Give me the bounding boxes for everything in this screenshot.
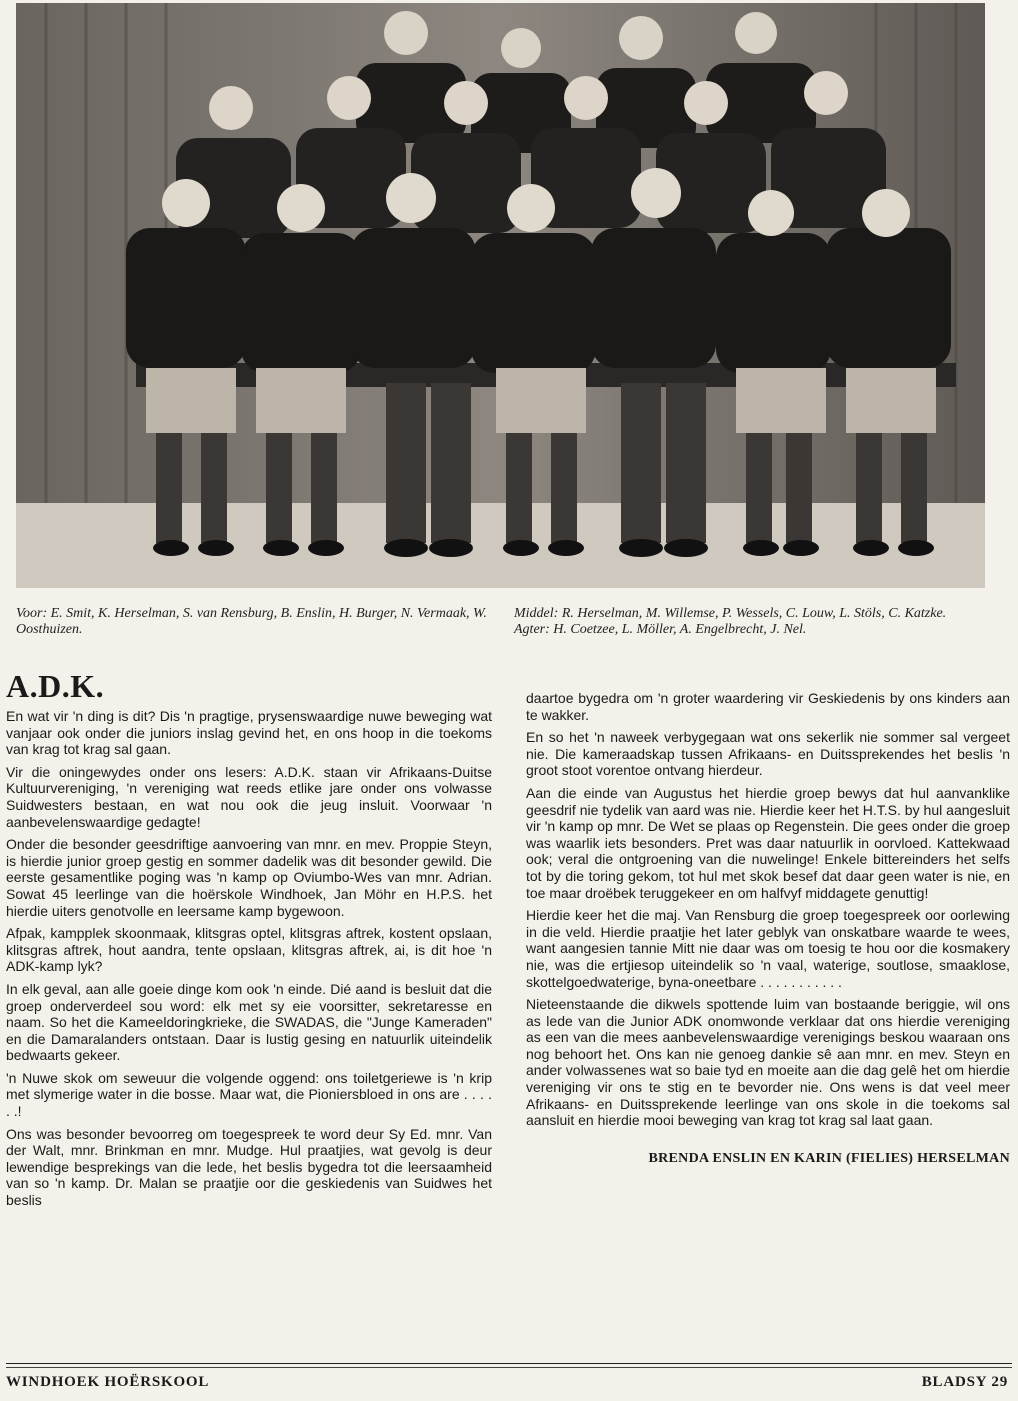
- paragraph: daartoe bygedra om 'n groter waardering vir Geskiedenis by ons kinders aan te wakker.: [526, 690, 1010, 723]
- footer-rule: [6, 1363, 1012, 1364]
- article-column-left: [6, 668, 492, 1215]
- paragraph: Afpak, kampplek skoonmaak, klitsgras optel, klitsgras aftrek, kostent opslaan, klitsgras aftrek, hout aandra, tente opslaan, klitsgras aftrek, ai, is dit hoe 'n ADK-kamp lyk?: [6, 925, 492, 975]
- paragraph: Vir die oningewydes onder ons lesers: A.D.K. staan vir Afrikaans-Duitse Kultuurvereniging, 'n vereniging wat reeds etlike jare onder ons volwasse Suidwesters bestaan, en wat nou ook die jeug insluit. Voorwaar 'n aanbevelenswaardige gedagte!: [6, 763, 492, 830]
- article-column-right: [526, 690, 1010, 1173]
- paragraph: 'n Nuwe skok om seweuur die volgende oggend: ons toiletgeriewe is 'n krip met slymerige water in die bosse. Maar wat, die Pioniersbloed in ons are . . . . . .!: [6, 1069, 492, 1120]
- paragraph: Nieteenstaande die dikwels spottende luim van bostaande beriggie, wil ons as lede van die Junior ADK onomwonde verklaar dat ons hierdie vereniging as een van die mees aanbevelenswaardige verenigings beskou waaraan ons nog behoort het. Ons kan nie genoeg dankie sê aan mnr. en mev. Steyn en ander volwassenes wat so baie tyd en moeite aan die dag gelê het om hierdie vereniging vir ons te stig en te bevorder nie. Ons wens is dat veel meer Afrikaans- en Duitssprekende leerlinge van ons skole in die toekoms sal aansluit en hierdie mooi beweging van krag tot krag sal laat gaan.: [526, 996, 1010, 1129]
- footer-page-number: BLADSY 29: [921, 1374, 1008, 1390]
- article-title: A.D.K.: [6, 668, 105, 704]
- paragraph: In elk geval, aan alle goeie dinge kom ook 'n einde. Dié aand is besluit dat die groep onderverdeel sou word: elk met sy eie voorsitter, sekretaresse en naam. So het die Kameeldoringkriekе, die SWADAS, die "Junge Kameraden" en die Damaralanders ontstaan. Daar is lustig gesing en natuurlik uiteindelik bedwaarts gekeer.: [6, 980, 492, 1064]
- paragraph: Onder die besonder geesdriftige aanvoering van mnr. en mev. Proppie Steyn, is hierdie junior groep gestig en sommer dadelik was dit besonder gewild. Die eerste gesamentlike poging was 'n kamp op Oviumbo-Wes van mnr. Adrian. Sowat 45 leerlinge van die hoërskole Windhoek, Jan Möhr en H.P.S. het hierdie uiters genotvolle en leersame kamp bygewoon.: [6, 836, 492, 919]
- article-author: BRENDA ENSLIN EN KARIN (FIELIES) HERSELMAN: [648, 1150, 1010, 1166]
- paragraph: En wat vir 'n ding is dit? Dis 'n pragtige, prysenswaardige nuwe beweging wat vanjaar ook onder die juniors inslag gevind het, en ons hoop in die toekoms van krag tot krag sal gaan.: [6, 708, 492, 758]
- page-footer: [6, 1374, 1008, 1396]
- paragraph: Ons was besonder bevoorreg om toegespreek te word deur Sy Ed. mnr. Van der Walt, mnr. Brinkman en mnr. Mudge. Hul praatjies, wat gevolg is deur lewendige besprekings van die lede, het beslis bygedra tot die leersaamheid van so 'n kamp. Dr. Malan se praatjie oor die geskiedenis van Suidwes het beslis: [6, 1125, 492, 1209]
- caption-front-row: Voor: E. Smit, K. Herselman, S. van Rensburg, B. Enslin, H. Burger, N. Vermaak, W. Oosthuizen.: [16, 606, 487, 637]
- paragraph: Aan die einde van Augustus het hierdie groep bewys dat hul aanvanklike geesdrif nie tydelik van aard was nie. Hierdie keer het H.T.S. by hul aangesluit vir 'n kamp op mnr. De Wet se plaas op Regenstein. Die gees onder die groep was waarlik iets besonders. Pret was daar natuurlik in oorvloed. Kattekwaad ook; veral die ontgroening van die nuwelinge! Enkele bittereinders het selfs tot by die toring gekom, tot hul met skok besef dat daar geen water is nie, en toe maar droëbek teruggekeer en om halfvyf middagete genuttig!: [526, 784, 1010, 901]
- paragraph: En so het 'n naweek verbygegaan wat ons sekerlik nie sommer sal vergeet nie. Die kameraadskap tussen Afrikaans- en Duitssprekendes het beslis 'n groot stoot vorentoe ontvang hierdeur.: [526, 729, 1010, 779]
- caption-middle-row: Middel: R. Herselman, M. Willemse, P. Wessels, C. Louw, L. Stöls, C. Katzke.: [514, 606, 947, 621]
- group-photo-icon: [16, 3, 985, 588]
- caption-back-row: Agter: H. Coetzee, L. Möller, A. Engelbrecht, J. Nel.: [514, 622, 807, 637]
- footer-school-name: WINDHOEK HOËRSKOOL: [6, 1374, 210, 1390]
- group-photo: [16, 3, 985, 588]
- footer-rule-secondary: [6, 1367, 1012, 1368]
- photo-captions: [16, 606, 1001, 658]
- paragraph: Hierdie keer het die maj. Van Rensburg die groep toegespreek oor oorlewing in die veld. Hierdie praatjie het later geblyk van onskatbare waarde te wees, want aangesien tannie Mitt nie daar was om toesig te hou oor die kosmakery nie, was die ertjiesop uiteindelik so 'n vaal, waterige, soutlose, smaaklose, skottelgoedwaterige, byna-oneetbare . . . . . . . . . . .: [526, 907, 1010, 990]
- caption-middle-back: [514, 606, 1001, 638]
